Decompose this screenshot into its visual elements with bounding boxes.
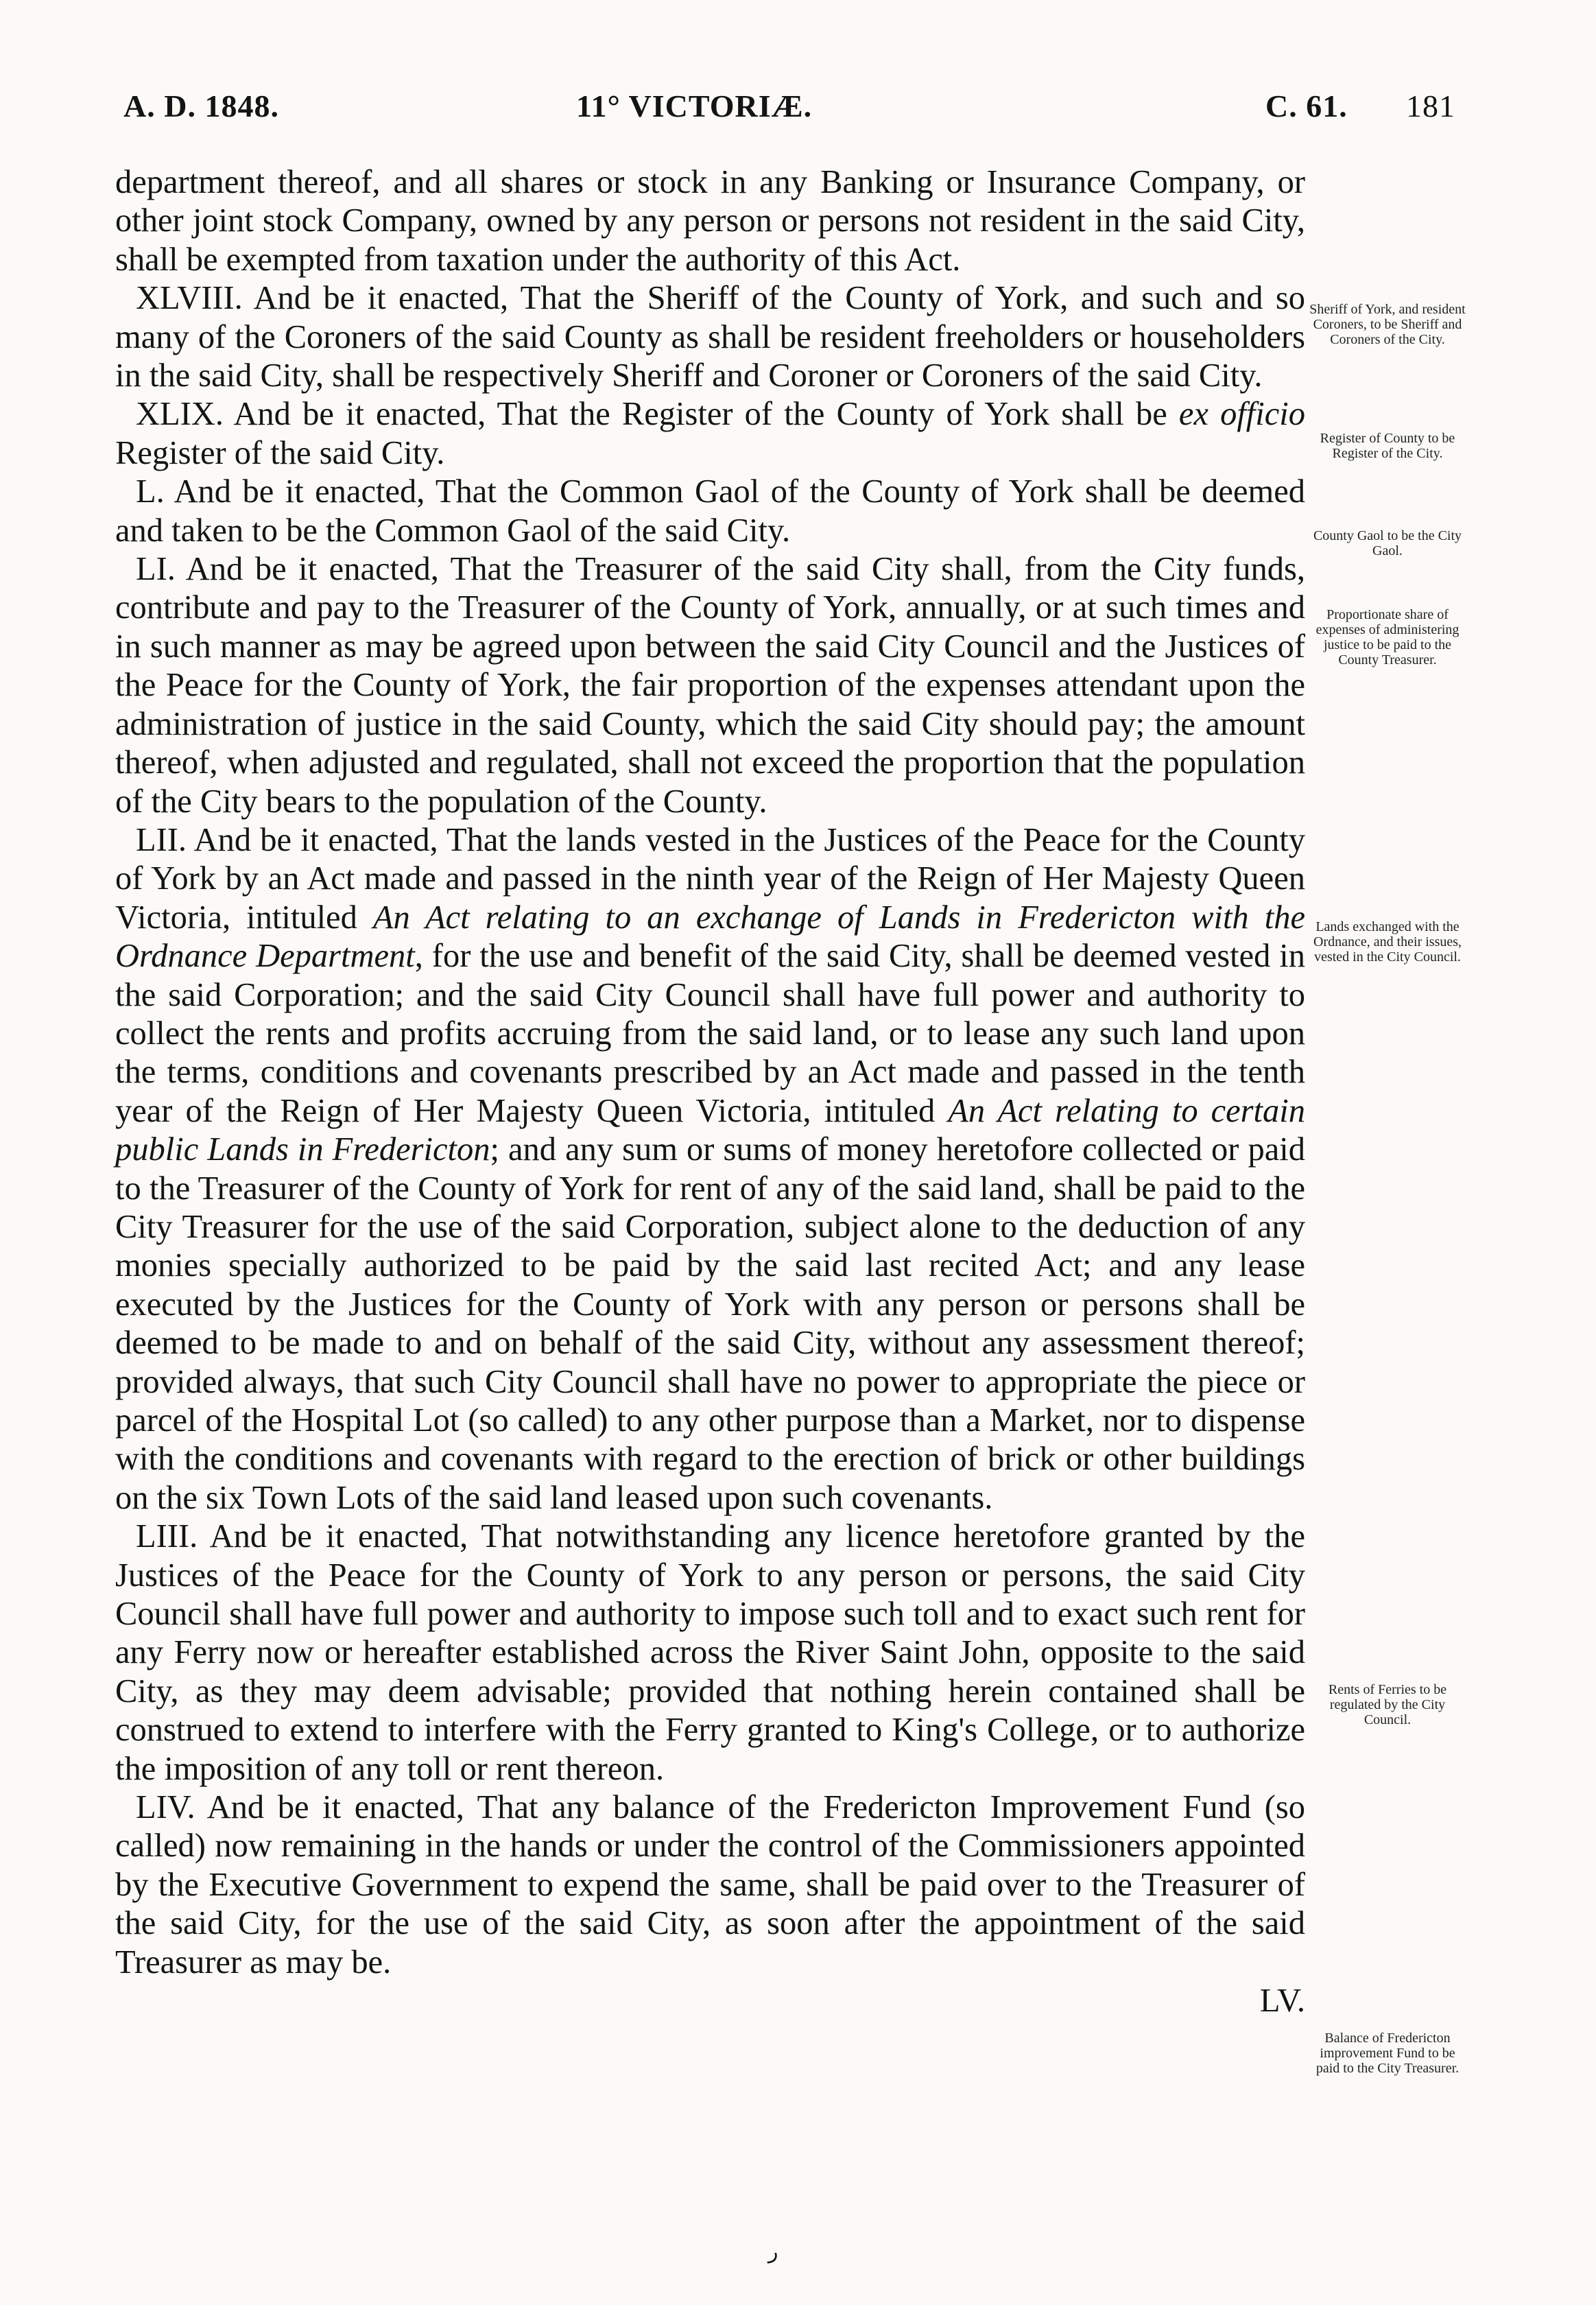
sidenote-justice-expenses: Proportionate share of expenses of administering justice to be paid to the County Treasurer.: [1315, 607, 1460, 667]
italic-phrase: ex officio: [1178, 396, 1306, 433]
body-text: [115, 163, 1305, 2021]
section-49: XLIX. And be it enacted, That the Register of the County of York shall be ex officio Register of the said City.: [115, 396, 1306, 471]
header-chapter: C. 61.: [1265, 88, 1348, 123]
sidenote-ordnance-lands: Lands exchanged with the Ordnance, and their issues, vested in the City Council.: [1313, 919, 1462, 965]
sidenote-improvement-fund: Balance of Fredericton improvement Fund to be paid to the City Treasurer.: [1315, 2031, 1460, 2076]
running-header: [123, 88, 1475, 143]
section-50: L. And be it enacted, That the Common Gaol of the County of York shall be deemed and taken to be the Common Gaol of the said City.: [115, 473, 1305, 549]
sidenote-ferries: Rents of Ferries to be regulated by the City Council.: [1328, 1682, 1447, 1727]
page-number: 181: [1406, 88, 1455, 123]
sidenote-gaol: County Gaol to be the City Gaol.: [1313, 528, 1462, 558]
section-51: LI. And be it enacted, That the Treasurer of the said City shall, from the City funds, contribute and pay to the Treasurer of the County of York, annually, or at such times and in such manner as may be agreed upon between the said City Council and the Justices of the Peace for the County of York, the fair proportion of the expenses attendant upon the administration of justice in the said County, which the said City should pay; the amount thereof, when adjusted and regulated, shall not exceed the proportion that the population of the City bears to the population of the County.: [115, 551, 1305, 820]
header-regnal-year: 11° VICTORIÆ.: [576, 88, 813, 123]
section-53: LIII. And be it enacted, That notwithstanding any licence heretofore granted by the Justices of the Peace for the County of York to any person or persons, the said City Council shall have full power and authority to impose such toll and to exact such rent for any Ferry now or hereafter established across the River Saint John, opposite to the said City, as they may deem advisable; provided that nothing herein contained shall be construed to extend to interfere with the Ferry granted to King's College, or to authorize the imposition of any toll or rent thereon.: [115, 1518, 1305, 1787]
section-54: LIV. And be it enacted, That any balance of the Fredericton Improvement Fund (so called) now remaining in the hands or under the control of the Commissioners appointed by the Executive Government to expend the same, shall be paid over to the Treasurer of the said City, for the use of the said City, as soon after the appointment of the said Treasurer as may be.: [115, 1789, 1305, 1981]
sidenote-sheriff: Sheriff of York, and resident Coroners, to be Sheriff and Coroners of the City.: [1309, 302, 1466, 347]
italic-phrase: An Act relating to certain public Lands in Fredericton: [115, 1092, 1306, 1168]
italic-phrase: An Act relating to an exchange of Lands in Fredericton with the Ordnance Department: [115, 899, 1305, 975]
header-year: A. D. 1848.: [123, 88, 279, 123]
sidenote-register: Register of County to be Register of the City.: [1320, 431, 1455, 461]
section-52: LII. And be it enacted, That the lands vested in the Justices of the Peace for the County of York by an Act made and passed in the ninth year of the Reign of Her Majesty Queen Victoria, intituled An Act relating to an exchange of Lands in Fredericton with the Ordnance Department, for the use and benefit of the said City, shall be deemed vested in the said Corporation; and the said City Council shall have full power and authority to collect the rents and profits accruing from the said land, or to lease any such land upon the terms, conditions and covenants prescribed by an Act made and passed in the tenth year of the Reign of Her Majesty Queen Victoria, intituled An Act relating to certain public Lands in Fredericton; and any sum or sums of money heretofore collected or paid to the Treasurer of the County of York for rent of any of the said land, shall be paid to the City Treasurer for the use of the said Corporation, subject alone to the deduction of any monies specially authorized to be paid by the said last recited Act; and any lease executed by the Justices for the County of York with any person or persons shall be deemed to be made to and on behalf of the said City, without any assessment thereof; provided always, that such City Council shall have no power to appropriate the piece or parcel of the Hospital Lot (so called) to any other purpose than a Market, nor to dispense with the conditions and covenants with regard to the erection of brick or other buildings on the six Town Lots of the said land leased upon such covenants.: [115, 821, 1306, 1516]
catchword: LV.: [1259, 1983, 1305, 2020]
footer-mark: ر: [768, 2241, 778, 2263]
paragraph-continuation: department thereof, and all shares or stock in any Banking or Insurance Company, or other joint stock Company, owned by any person or persons not resident in the said City, shall be exempted from taxation under the authority of this Act.: [115, 164, 1305, 278]
section-48: XLVIII. And be it enacted, That the Sheriff of the County of York, and such and so many of the Coroners of the said County as shall be resident freeholders or householders in the said City, shall be respectively Sheriff and Coroner or Coroners of the said City.: [115, 280, 1305, 394]
